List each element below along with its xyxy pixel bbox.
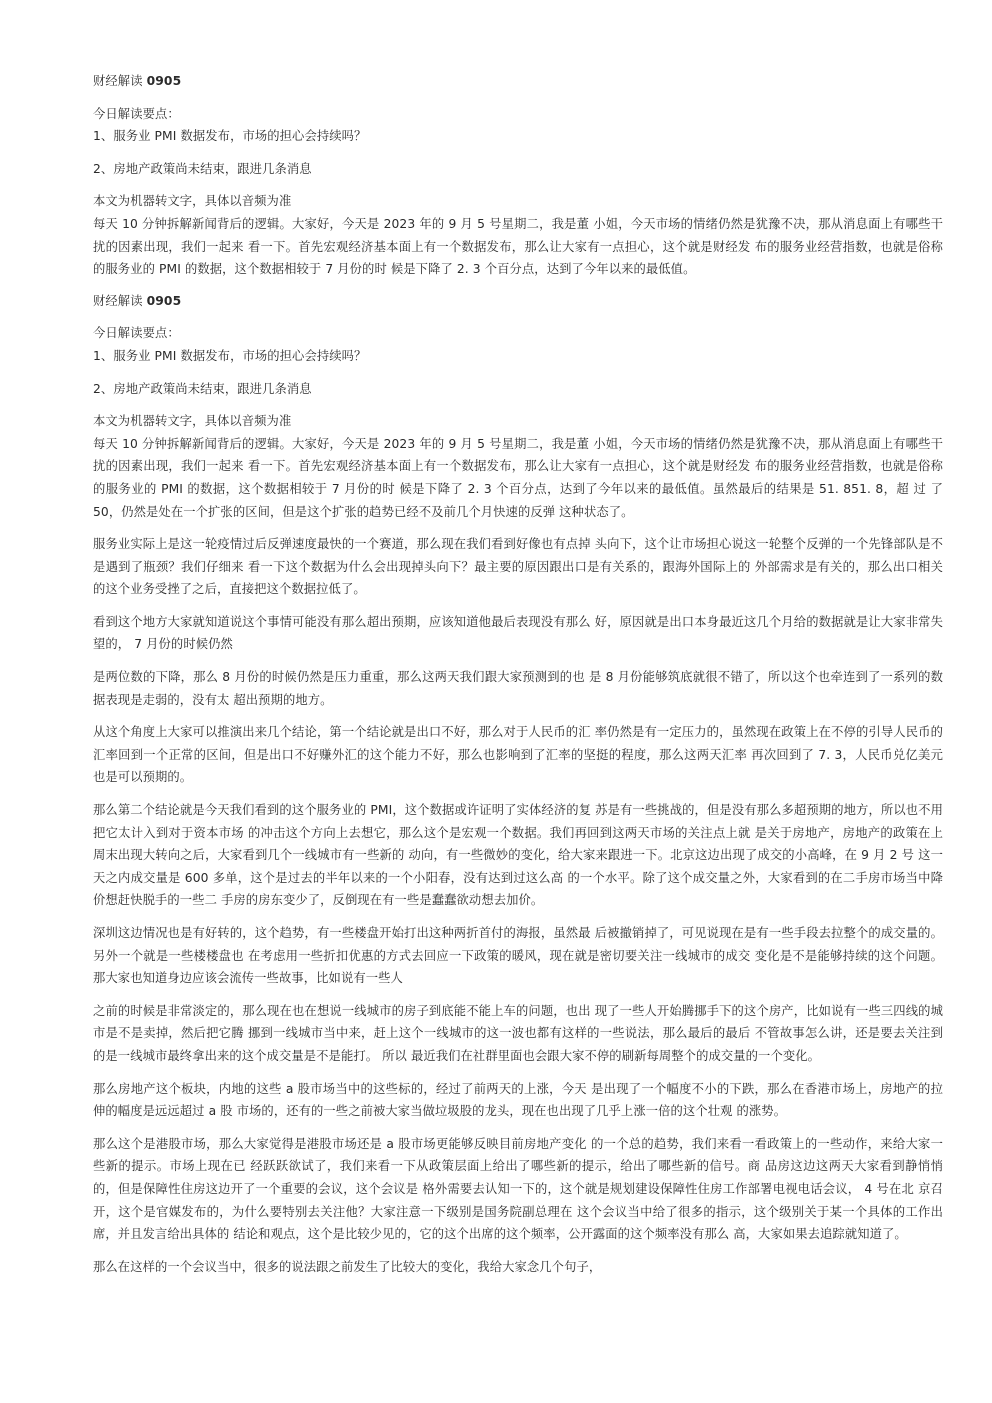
body-paragraph: 从这个角度上大家可以推演出来几个结论，第一个结论就是出口不好，那么对于人民币的汇 率仍然是有一定压力的，虽然现在政策上在不停的引导人民币的汇率回到一个正常的区间，但是出口不好赚外汇的这个能力不好，那么也影响到了汇率的坚挺的程度，那么这两天汇率 再次回到了 7. 3，人民币兑亿美元也是可以预期的。: [93, 725, 943, 785]
key-point-2-repeat: 2、房地产政策尚未结束，跟进几条消息: [93, 381, 312, 396]
body-paragraph: 服务业实际上是这一轮疫情过后反弹速度最快的一个赛道，那么现在我们看到好像也有点掉 头向下，这个让市场担心说这一轮整个反弹的一个先锋部队是不是遇到了瓶颈？我们仔细来 看一下这个数据为什么会出现掉头向下？最主要的原因跟出口是有关系的，跟海外国际上的 外部需求是有关的，那么出口相关的这个业务受挫了之后，直接把这个数据拉低了。: [93, 537, 943, 597]
body-paragraph: 之前的时候是非常淡定的，那么现在也在想说一线城市的房子到底能不能上车的问题，也出 现了一些人开始腾挪手下的这个房产，比如说有一些三四线的城市是不是卖掉，然后把它腾 挪到一线城市当中来，赶上这个一线城市的这一波也都有这样的一些说法，那么最后的最后 不管故事怎么讲，还是要去关注到的是一线城市最终拿出来的这个成交量是不是能打。 所以 最近我们在社群里面也会跟大家不停的刷新每周整个的成交量的一个变化。: [93, 1003, 943, 1063]
key-points-heading-repeat: 今日解读要点：: [93, 326, 180, 341]
transcription-note-repeat: 本文为机器转文字，具体以音频为准: [93, 414, 292, 429]
transcription-note: 本文为机器转文字，具体以音频为准: [93, 194, 292, 209]
body-paragraph: 深圳这边情况也是有好转的，这个趋势，有一些楼盘开始打出这种两折首付的海报，虽然最 后被撤销掉了，可见说现在是有一些手段去拉整个的成交量的。另外一个就是一些楼楼盘也 在考虑用一些折扣优惠的方式去回应一下政策的暖风，现在就是密切要关注一线城市的成交 变化是不是能够持续的这个问题。那大家也知道身边应该会流传一些故事，比如说有一些人: [93, 926, 943, 986]
document-title: 财经解读 0905: [93, 74, 182, 88]
document-page: [93, 70, 943, 1278]
document-title-repeat: 财经解读 0905: [93, 293, 182, 308]
key-point-2: 2、房地产政策尚未结束，跟进几条消息: [93, 161, 312, 176]
body-paragraph: 那么房地产这个板块，内地的这些 a 股市场当中的这些标的，经过了前两天的上涨，今天 是出现了一个幅度不小的下跌，那么在香港市场上，房地产的拉伸的幅度是远远超过 a 股 市场的，还有的一些之前被大家当做垃圾股的龙头，现在也出现了几乎上涨一倍的这个壮观 的涨势。: [93, 1081, 943, 1119]
key-point-1: 1、服务业 PMI 数据发布，市场的担心会持续吗？: [93, 129, 367, 144]
key-point-1-repeat: 1、服务业 PMI 数据发布，市场的担心会持续吗？: [93, 348, 367, 363]
body-paragraph: 那么在这样的一个会议当中，很多的说法跟之前发生了比较大的变化，我给大家念几个句子，: [93, 1259, 602, 1274]
intro-paragraph: 每天 10 分钟拆解新闻背后的逻辑。大家好，今天是 2023 年的 9 月 5 号星期二，我是董 小姐，今天市场的情绪仍然是犹豫不决，那从消息面上有哪些干扰的因素出现，我们一起来 看一下。首先宏观经济基本面上有一个数据发布，那么让大家有一点担心，这个就是财经发 布的服务业经营指数，也就是俗称的服务业的 PMI 的数据，这个数据相较于 7 月份的时 候是下降了 2. 3 个百分点，达到了今年以来的最低值。: [93, 216, 943, 277]
body-paragraph: 那么第二个结论就是今天我们看到的这个服务业的 PMI，这个数据或许证明了实体经济的复 苏是有一些挑战的，但是没有那么多超预期的地方，所以也不用把它太计入到对于资本市场 的冲击这个方向上去想它，那么这个是宏观一个数据。我们再回到这两天市场的关注点上就 是关于房地产，房地产的政策在上周末出现大转向之后，大家看到几个一线城市有一些新的 动向，有一些微妙的变化，给大家来跟进一下。北京这边出现了成交的小高峰，在 9 月 2 号 这一天之内成交量是 600 多单，这个是过去的半年以来的一个小阳春，没有达到过这么高 的一个水平。除了这个成交量之外，大家看到的在二手房市场当中降价想赶快脱手的一些二 手房的房东变少了，反倒现在有一些是蠢蠢欲动想去加价。: [93, 803, 943, 908]
body-paragraph: 那么这个是港股市场，那么大家觉得是港股市场还是 a 股市场更能够反映目前房地产变化 的一个总的趋势，我们来看一看政策上的一些动作，来给大家一些新的提示。市场上现在已 经跃跃欲试了，我们来看一下从政策层面上给出了哪些新的提示，给出了哪些新的信号。商 品房这边这两天大家看到静悄悄的，但是保障性住房这边开了一个重要的会议，这个会议是 格外需要去认知一下的，这个就是规划建设保障性住房工作部署电视电话会议， 4 号在北 京召开，这个是官媒发布的，为什么要特别去关注他？大家注意一下级别是国务院副总理在 这个会议当中给了很多的指示，这个级别关于某一个具体的工作出席，并且发言给出具体的 结论和观点，这个是比较少见的，它的这个出席的这个频率，公开露面的这个频率没有那么 高，大家如果去追踪就知道了。: [93, 1136, 943, 1242]
intro-paragraph-full: 每天 10 分钟拆解新闻背后的逻辑。大家好，今天是 2023 年的 9 月 5 号星期二，我是董 小姐，今天市场的情绪仍然是犹豫不决，那从消息面上有哪些干扰的因素出现，我们一起来 看一下。首先宏观经济基本面上有一个数据发布，那么让大家有一点担心，这个就是财经发 布的服务业经营指数，也就是俗称的服务业的 PMI 的数据，这个数据相较于 7 月份的时 候是下降了 2. 3 个百分点，达到了今年以来的最低值。虽然最后的结果是 51. 851. 8，超 过 了 50，仍然是处在一个扩张的区间，但是这个扩张的趋势已经不及前几个月快速的反弹 这种状态了。: [93, 436, 943, 519]
body-paragraph: 是两位数的下降，那么 8 月份的时候仍然是压力重重，那么这两天我们跟大家预测到的也 是 8 月份能够筑底就很不错了，所以这个也牵连到了一系列的数据表现是走弱的，没有太 超出预期的地方。: [93, 670, 943, 707]
body-paragraph: 看到这个地方大家就知道说这个事情可能没有那么超出预期，应该知道他最后表现没有那么 好，原因就是出口本身最近这几个月给的数据就是让大家非常失望的， 7 月份的时候仍然: [93, 614, 943, 652]
key-points-heading: 今日解读要点：: [93, 106, 180, 121]
